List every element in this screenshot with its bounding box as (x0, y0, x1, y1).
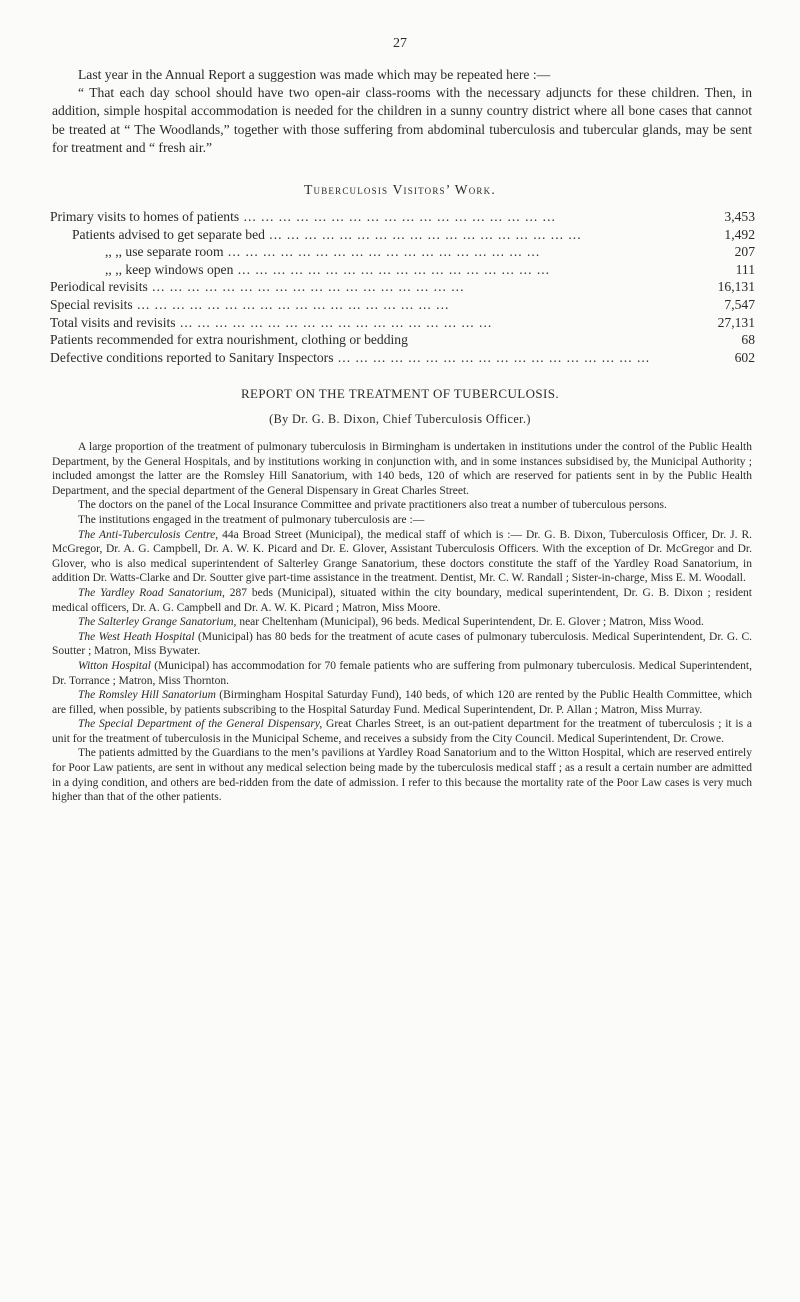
institution-paragraph (52, 659, 752, 688)
stats-value: 111 (735, 261, 755, 277)
visitors-heading: Tuberculosis Visitors’ Work. (304, 182, 496, 197)
institution-name: Witton Hospital (78, 659, 151, 672)
body-paragraph: The institutions engaged in the treatment of pulmonary tuberculosis are :— (78, 513, 425, 526)
stats-row (50, 349, 755, 367)
institution-paragraph (52, 688, 752, 717)
institution-paragraph (52, 615, 752, 630)
stats-label: ,, ,, use separate room ... . (50, 243, 691, 261)
intro-paragraph-2: “ That each day school should have two open-air class-rooms with the necessary adjuncts for these children. Then, in addition, simple hospital accommodation is needed for the children in a sunny country district where all bone cases that cannot be treated at “ The Woodlands,” together with those suffering from abdominal tuberculosis and tubercular glands, may be sent for treatment and “ fresh air.” (52, 85, 752, 155)
stats-label: Patients recommended for extra nourishment, clothing or bedding (50, 332, 408, 348)
stats-row (50, 331, 755, 349)
stats-row (50, 208, 755, 226)
institution-name: The Special Department of the General Dispensary, (78, 718, 323, 731)
stats-row (50, 243, 755, 261)
stats-label: ,, ,, keep windows open ... . (50, 261, 691, 279)
stats-value: 16,131 (717, 279, 755, 295)
stats-value: 3,453 (724, 209, 755, 224)
institution-text: (Municipal) has accommodation for 70 female patients who are suffering from pulmonary tuberculosis. Medical Superintendent, Dr. Torrance ; Matron, Miss Thornton. (52, 659, 752, 687)
report-byline: (By Dr. G. B. Dixon, Chief Tuberculosis Officer.) (269, 412, 531, 426)
institution-text: near Cheltenham (Municipal), 96 beds. Medical Superintendent, Dr. E. Glover ; Matron, Miss Wood. (236, 616, 704, 629)
report-title: REPORT ON THE TREATMENT OF TUBERCULOSIS. (240, 386, 560, 401)
institution-name: The Anti-Tuberculosis Centre, (78, 528, 219, 541)
institution-name: The Yardley Road Sanatorium, (78, 586, 225, 599)
stats-label: Patients advised to get separate bed ... . (50, 226, 691, 244)
intro-section (52, 66, 752, 157)
institution-name: The Salterley Grange Sanatorium, (78, 616, 237, 629)
institution-name: The Romsley Hill Sanatorium (78, 689, 216, 702)
stats-row (50, 278, 755, 296)
institution-paragraph (52, 717, 752, 746)
institution-text: (Municipal) has 80 beds for the treatment of acute cases of pulmonary tuberculosis. Medical Superintendent, Dr. G. C. Soutter ; Matron, Miss Bywater. (52, 630, 752, 658)
institution-text: Great Charles Street, is an out-patient department for the treatment of tuberculosis ; it is a unit for the treatment of tuberculosis in the Municipal Scheme, and receives a subsidy from the City Council. Medical Superintendent, Dr. Crowe. (52, 718, 752, 745)
stats-row (50, 314, 755, 332)
report-body (52, 440, 752, 805)
stats-label: Special revisits ... . (50, 296, 691, 314)
stats-value: 27,131 (717, 314, 755, 330)
stats-value: 207 (734, 244, 755, 260)
stats-label: Total visits and revisits ... . (50, 314, 691, 332)
stats-value: 1,492 (724, 226, 755, 242)
visitors-stats-table (50, 208, 755, 366)
institution-name: The West Heath Hospital (78, 630, 195, 643)
body-paragraph: A large proportion of the treatment of pulmonary tuberculosis in Birmingham is undertaken in institutions under the control of the Public Health Department, by the General Hospitals, and by institutions working in conjunction with, and in some instances subsidised by, the Municipal Authority ; included amongst the latter are the Romsley Hill Sanatorium, with 140 beds, 120 of which are reserved for patients sent in by the Public Health Department, and the special department of the General Dispensary in Great Charles Street. (52, 441, 752, 497)
institution-text: 44a Broad Street (Municipal), the medical staff of which is :— Dr. G. B. Dixon, Tuberculosis Officer, Dr. J. R. McGregor, Dr. A. G. Campbell, Dr. A. W. K. Picard and Dr. E. Glover, Assistant Tuberculosis Officers. With the exception of Dr. McGregor and Dr. Glover, who is also medical superintendent of Salterley Grange Sanatorium, these doctors constitute the staff of the Yardley Road Sanatorium, in addition Dr. Watts-Clarke and Dr. Soutter give part-time assistance in the treatment. Dentist, Mr. C. W. Randall ; Sister-in-charge, Miss E. M. Woodall. (52, 528, 752, 585)
intro-paragraph-1: Last year in the Annual Report a suggestion was made which may be repeated here :— (78, 67, 551, 82)
institution-paragraph (52, 630, 752, 659)
stats-label: Defective conditions reported to Sanitary Inspectors ... . (50, 349, 691, 367)
stats-value: 68 (741, 332, 755, 348)
body-paragraph: The doctors on the panel of the Local Insurance Committee and private practitioners also treat a number of tuberculous persons. (78, 499, 667, 512)
stats-row (50, 226, 755, 244)
body-paragraph: The patients admitted by the Guardians to the men’s pavilions at Yardley Road Sanatorium and to the Witton Hospital, which are reserved entirely for Poor Law patients, are sent in without any medical selection being made by the tuberculosis medical staff ; as a result a certain number are admitted in a dying condition, and others are bed-ridden from the date of admission. I refer to this because the mortality rate of the Poor Law cases is very much higher than that of the other patients. (52, 747, 752, 804)
stats-label: Periodical revisits ... . (50, 278, 691, 296)
page-number: 27 (393, 36, 407, 51)
institution-paragraph (52, 528, 752, 586)
stats-row (50, 261, 755, 279)
stats-row (50, 296, 755, 314)
stats-label: Primary visits to homes of patients ... . (50, 208, 691, 226)
institution-text: 287 beds (Municipal), situated within the city boundary, medical superintendent, Dr. G. B. Dixon ; resident medical officers, Dr. A. G. Campbell and Dr. A. W. K. Picard ; Matron, Miss Moore. (52, 586, 752, 614)
institution-paragraph (52, 586, 752, 615)
stats-value: 602 (734, 349, 755, 365)
institution-text: (Birmingham Hospital Saturday Fund), 140 beds, of which 120 are rented by the Public Health Committee, which are filled, when possible, by patients subscribing to the Hospital Saturday Fund. Medical Superintendent, Dr. P. Allan ; Matron, Miss Murray. (52, 689, 752, 716)
stats-value: 7,547 (724, 296, 755, 312)
